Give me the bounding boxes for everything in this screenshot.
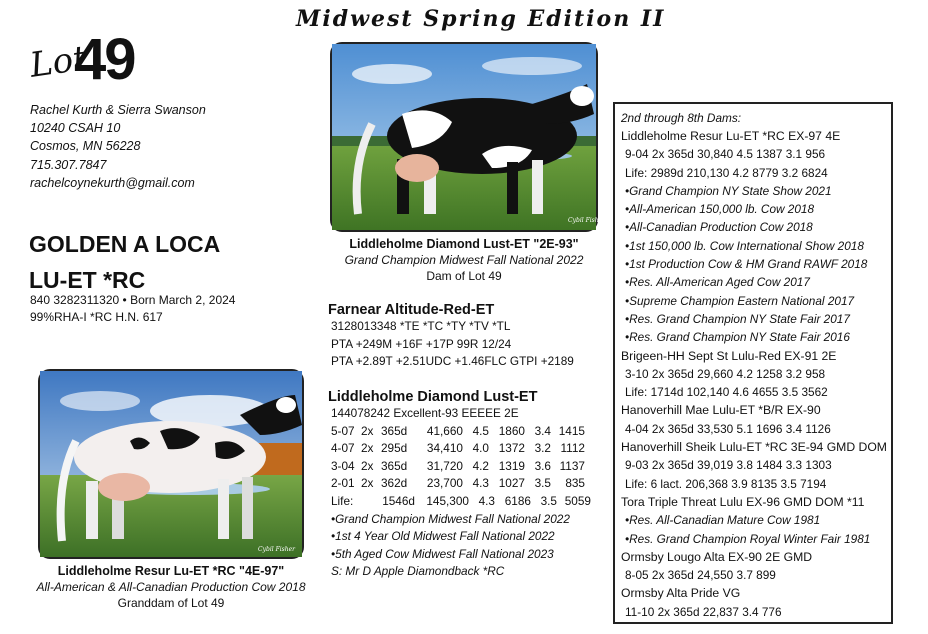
record-cell: 3.5 [534, 476, 551, 491]
extended-pedigree-lines [621, 127, 891, 621]
record-cell: 4.3 [478, 493, 495, 508]
animal-name [29, 226, 220, 298]
record-cell: 41,660 [426, 423, 463, 438]
record-cell: 4.5 [472, 423, 489, 438]
record-cell: 295d [381, 441, 408, 456]
record-cell: 1112 [560, 441, 585, 456]
pedigree-rec-line: 9-04 2x 365d 30,840 4.5 1387 3.1 956 [625, 147, 826, 162]
extended-pedigree-box [613, 102, 893, 624]
granddam-photo-name: Liddleholme Resur Lu-ET *RC "4E-97" [57, 564, 285, 578]
pedigree-rec-line: Life: 1714d 102,140 4.6 4655 3.5 3562 [625, 385, 828, 400]
pedigree-rec-line: Life: 6 lact. 206,368 3.9 8135 3.5 7194 [625, 476, 827, 491]
pedigree-award-line: •Grand Champion NY State Show 2021 [625, 183, 832, 198]
record-cell: 34,410 [426, 441, 463, 456]
extended-pedigree-heading: 2nd through 8th Dams: [621, 111, 742, 125]
pedigree-award-line: •All-American 150,000 lb. Cow 2018 [625, 202, 815, 217]
granddam-photo [38, 369, 304, 559]
dam-photo [330, 42, 606, 232]
pedigree-award-line: •Res. Grand Champion NY State Fair 2016 [625, 330, 850, 345]
animal-name-line2: LU-ET *RC [29, 267, 146, 293]
record-cell: 145,300 [426, 493, 469, 508]
pedigree-award-line: •Res. All-American Aged Cow 2017 [625, 275, 810, 290]
record-cell: 3.6 [534, 458, 551, 473]
consignor-phone: 715.307.7847 [30, 157, 107, 172]
dam-record-row [328, 475, 591, 493]
record-cell: 3-04 [331, 458, 355, 473]
record-cell: 4.3 [472, 476, 489, 491]
sire-section [328, 302, 574, 371]
pedigree-rec-line: 8-05 2x 365d 24,550 3.7 899 [625, 568, 776, 583]
pedigree-name-line: Hanoverhill Mae Lulu-ET *B/R EX-90 [621, 403, 821, 418]
record-cell: 3.5 [540, 493, 557, 508]
pedigree-rec-line: 11-10 2x 365d 22,837 3.4 776 [625, 604, 782, 619]
record-cell: 6186 [504, 493, 531, 508]
animal-info [30, 292, 235, 326]
granddam-photo-relation: Granddam of Lot 49 [117, 596, 225, 610]
consignor-names: Rachel Kurth & Sierra Swanson [30, 103, 206, 117]
animal-name-line1: GOLDEN A LOCA [29, 231, 221, 257]
pedigree-rec-line: Life: 2989d 210,130 4.2 8779 3.2 6824 [625, 165, 828, 180]
sire-info-line: PTA +249M +16F +17P 99R 12/24 [331, 336, 512, 351]
dam-id-line: 144078242 Excellent-93 EEEEE 2E [331, 406, 519, 420]
granddam-photo-award: All-American & All-Canadian Production Cow 2018 [36, 580, 306, 594]
pedigree-name-line: Ormsby Lougo Alta EX-90 2E GMD [621, 549, 813, 564]
animal-registration: 840 3282311320 • Born March 2, 2024 [30, 293, 236, 307]
edition-title: Midwest Spring Edition II [296, 6, 666, 32]
pedigree-name-line: Tora Triple Threat Lulu EX-96 GMD DOM *11 [621, 494, 865, 509]
record-cell: 835 [565, 476, 585, 491]
dam-photo-caption [318, 236, 610, 284]
record-cell: 1860 [498, 423, 525, 438]
record-cell: 1546d [382, 493, 415, 508]
record-cell: 31,720 [426, 458, 463, 473]
record-cell: Life: [331, 493, 354, 508]
dam-award: •1st 4 Year Old Midwest Fall National 2022 [331, 529, 555, 544]
record-cell: 2x [361, 441, 374, 456]
pedigree-name-line: Ormsby Alta Pride VG [621, 586, 741, 601]
pedigree-award-line: •Supreme Champion Eastern National 2017 [625, 293, 855, 308]
dam-award: •Grand Champion Midwest Fall National 2022 [331, 511, 570, 526]
pedigree-award-line: •1st 150,000 lb. Cow International Show 2018 [625, 238, 864, 253]
dam-sire-line: S: Mr D Apple Diamondback *RC [331, 564, 505, 579]
dam-records [328, 423, 591, 511]
consignor-info [30, 101, 206, 192]
record-cell: 362d [381, 476, 408, 491]
record-cell: 2x [361, 476, 374, 491]
lot-number: 49 [74, 27, 135, 92]
record-cell: 2-01 [331, 476, 355, 491]
photo-watermark: Cybil Fisher [568, 217, 606, 224]
lot-label: Lot [27, 38, 90, 86]
consignor-email[interactable]: rachelcoynekurth@gmail.com [30, 175, 195, 190]
photo-watermark: Cybil Fisher [258, 546, 296, 553]
record-cell: 365d [381, 423, 408, 438]
record-cell: 3.2 [534, 441, 551, 456]
dam-record-row [328, 440, 591, 458]
dam-record-row [328, 458, 591, 476]
record-cell: 5-07 [331, 423, 355, 438]
record-cell: 2x [361, 423, 374, 438]
animal-genetics: 99%RHA-I *RC H.N. 617 [30, 310, 163, 324]
pedigree-award-line: •1st Production Cow & HM Grand RAWF 2018 [625, 257, 868, 272]
record-cell: 5059 [564, 493, 591, 508]
consignor-city: Cosmos, MN 56228 [30, 139, 141, 154]
pedigree-award-line: •Res. Grand Champion Royal Winter Fair 1981 [625, 531, 871, 546]
sire-name: Farnear Altitude-Red-ET [328, 302, 495, 318]
pedigree-rec-line: 9-03 2x 365d 39,019 3.8 1484 3.3 1303 [625, 458, 832, 473]
record-cell: 4.0 [472, 441, 489, 456]
sire-info-line: PTA +2.89T +2.51UDC +1.46FLC GTPI +2189 [331, 354, 574, 368]
sire-info-line: 3128013348 *TE *TC *TY *TV *TL [331, 319, 511, 333]
pedigree-rec-line: 3-10 2x 365d 29,660 4.2 1258 3.2 958 [625, 366, 826, 381]
dam-photo-name: Liddleholme Diamond Lust-ET "2E-93" [349, 237, 579, 251]
granddam-photo-caption [20, 563, 322, 611]
record-cell: 4.2 [472, 458, 489, 473]
dam-life-row [328, 493, 591, 511]
dam-photo-relation: Dam of Lot 49 [426, 269, 502, 283]
dam-name: Liddleholme Diamond Lust-ET [328, 389, 538, 405]
pedigree-rec-line: 4-04 2x 365d 33,530 5.1 1696 3.4 1126 [625, 421, 831, 436]
pedigree-award-line: •All-Canadian Production Cow 2018 [625, 220, 813, 235]
record-cell: 1319 [498, 458, 525, 473]
record-cell: 1415 [558, 423, 585, 438]
record-cell: 4-07 [331, 441, 355, 456]
pedigree-name-line: Liddleholme Resur Lu-ET *RC EX-97 4E [621, 129, 841, 143]
pedigree-award-line: •Res. Grand Champion NY State Fair 2017 [625, 311, 850, 326]
pedigree-name-line: Hanoverhill Sheik Lulu-ET *RC 3E-94 GMD DOM [621, 440, 887, 455]
record-cell: 1027 [498, 476, 525, 491]
record-cell: 2x [361, 458, 374, 473]
record-cell: 1372 [498, 441, 525, 456]
record-cell: 23,700 [426, 476, 463, 491]
pedigree-award-line: •Res. All-Canadian Mature Cow 1981 [625, 513, 821, 528]
dam-section [328, 389, 591, 581]
pedigree-name-line: Brigeen-HH Sept St Lulu-Red EX-91 2E [621, 348, 837, 363]
consignor-address: 10240 CSAH 10 [30, 121, 121, 136]
record-cell: 365d [381, 458, 408, 473]
dam-award: •5th Aged Cow Midwest Fall National 2023 [331, 546, 554, 561]
record-cell: 1137 [559, 458, 585, 473]
record-cell: 3.4 [534, 423, 551, 438]
dam-photo-award: Grand Champion Midwest Fall National 2022 [344, 253, 584, 267]
dam-record-row [328, 423, 591, 441]
